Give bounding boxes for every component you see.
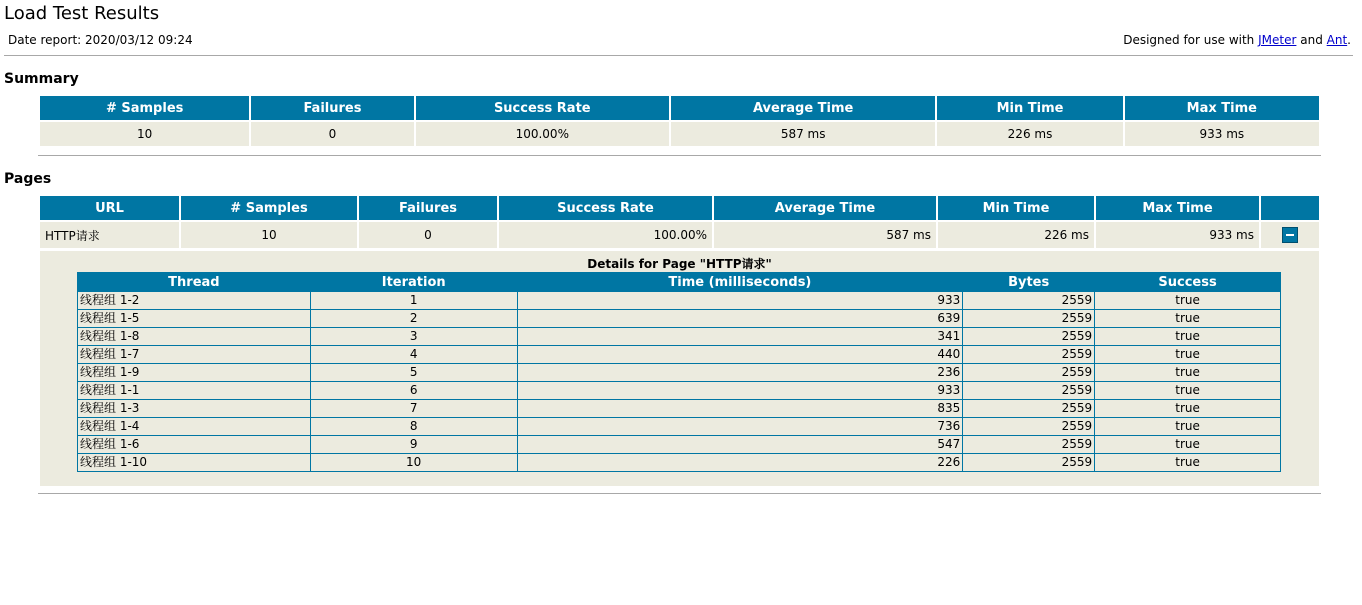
page-failures: 0 <box>359 222 497 248</box>
detail-success: true <box>1095 292 1281 310</box>
details-header-success: Success <box>1095 273 1281 292</box>
date-report-label: Date report: <box>8 33 82 47</box>
jmeter-link[interactable]: JMeter <box>1258 33 1297 47</box>
detail-success: true <box>1095 382 1281 400</box>
summary-table <box>38 94 1321 148</box>
pages-header-average-time: Average Time <box>714 196 936 220</box>
detail-thread: 线程组 1-10 <box>78 454 311 472</box>
detail-success: true <box>1095 400 1281 418</box>
detail-iteration: 9 <box>310 436 517 454</box>
ant-link[interactable]: Ant <box>1326 33 1348 47</box>
pages-header-toggle <box>1261 196 1319 220</box>
table-row <box>78 292 1281 310</box>
table-row <box>78 364 1281 382</box>
table-row <box>78 418 1281 436</box>
detail-time: 639 <box>517 310 963 328</box>
detail-bytes: 2559 <box>963 418 1095 436</box>
header-divider <box>4 55 1353 56</box>
summary-header-failures: Failures <box>251 96 413 120</box>
detail-time: 547 <box>517 436 963 454</box>
details-body <box>78 292 1281 472</box>
page-url: HTTP请求 <box>40 222 179 248</box>
summary-header-success-rate: Success Rate <box>416 96 669 120</box>
details-header-thread: Thread <box>78 273 311 292</box>
designed-prefix: Designed for use with <box>1123 33 1255 47</box>
detail-success: true <box>1095 364 1281 382</box>
detail-iteration: 3 <box>310 328 517 346</box>
detail-iteration: 5 <box>310 364 517 382</box>
detail-thread: 线程组 1-2 <box>78 292 311 310</box>
detail-bytes: 2559 <box>963 454 1095 472</box>
details-header-iteration: Iteration <box>310 273 517 292</box>
page-average-time: 587 ms <box>714 222 936 248</box>
page-samples: 10 <box>181 222 357 248</box>
table-row <box>78 310 1281 328</box>
table-row <box>78 454 1281 472</box>
page-toggle-cell <box>1261 222 1319 248</box>
pages-header-failures: Failures <box>359 196 497 220</box>
detail-thread: 线程组 1-1 <box>78 382 311 400</box>
details-header-bytes: Bytes <box>963 273 1095 292</box>
summary-samples: 10 <box>40 122 249 146</box>
detail-iteration: 1 <box>310 292 517 310</box>
detail-bytes: 2559 <box>963 364 1095 382</box>
summary-header-row <box>40 96 1319 120</box>
detail-iteration: 6 <box>310 382 517 400</box>
detail-thread: 线程组 1-6 <box>78 436 311 454</box>
detail-bytes: 2559 <box>963 310 1095 328</box>
detail-success: true <box>1095 310 1281 328</box>
detail-thread: 线程组 1-7 <box>78 346 311 364</box>
details-table <box>77 272 1281 472</box>
pages-header-samples: # Samples <box>181 196 357 220</box>
detail-thread: 线程组 1-9 <box>78 364 311 382</box>
detail-success: true <box>1095 328 1281 346</box>
detail-time: 440 <box>517 346 963 364</box>
pages-header-url: URL <box>40 196 179 220</box>
details-header-row <box>78 273 1281 292</box>
summary-max-time: 933 ms <box>1125 122 1319 146</box>
summary-divider <box>38 155 1321 156</box>
detail-time: 341 <box>517 328 963 346</box>
detail-bytes: 2559 <box>963 292 1095 310</box>
table-row <box>78 436 1281 454</box>
detail-success: true <box>1095 346 1281 364</box>
detail-success: true <box>1095 454 1281 472</box>
summary-average-time: 587 ms <box>671 122 935 146</box>
page-title: Load Test Results <box>4 3 160 24</box>
summary-header-min-time: Min Time <box>937 96 1122 120</box>
summary-header-samples: # Samples <box>40 96 249 120</box>
detail-thread: 线程组 1-8 <box>78 328 311 346</box>
detail-success: true <box>1095 418 1281 436</box>
pages-heading: Pages <box>4 171 52 187</box>
pages-header-success-rate: Success Rate <box>499 196 712 220</box>
collapse-icon[interactable] <box>1282 227 1298 243</box>
detail-iteration: 10 <box>310 454 517 472</box>
page-success-rate: 100.00% <box>499 222 712 248</box>
detail-bytes: 2559 <box>963 328 1095 346</box>
designed-suffix: . <box>1347 33 1351 47</box>
detail-iteration: 2 <box>310 310 517 328</box>
detail-thread: 线程组 1-3 <box>78 400 311 418</box>
summary-heading: Summary <box>4 71 79 87</box>
details-title: Details for Page "HTTP请求" <box>587 257 772 271</box>
date-report-value: 2020/03/12 09:24 <box>85 33 193 47</box>
details-header-time: Time (milliseconds) <box>517 273 963 292</box>
pages-header-max-time: Max Time <box>1096 196 1259 220</box>
summary-header-max-time: Max Time <box>1125 96 1319 120</box>
summary-min-time: 226 ms <box>937 122 1122 146</box>
detail-time: 933 <box>517 382 963 400</box>
pages-header-min-time: Min Time <box>938 196 1094 220</box>
table-row <box>78 400 1281 418</box>
detail-thread: 线程组 1-4 <box>78 418 311 436</box>
pages-header-row <box>40 196 1319 220</box>
detail-bytes: 2559 <box>963 382 1095 400</box>
detail-time: 933 <box>517 292 963 310</box>
detail-success: true <box>1095 436 1281 454</box>
detail-time: 736 <box>517 418 963 436</box>
table-row <box>78 328 1281 346</box>
pages-data-row <box>40 222 1319 248</box>
table-row <box>78 346 1281 364</box>
pages-divider <box>38 493 1321 494</box>
summary-success-rate: 100.00% <box>416 122 669 146</box>
designed-for-note <box>1123 32 1351 48</box>
page-max-time: 933 ms <box>1096 222 1259 248</box>
summary-failures: 0 <box>251 122 413 146</box>
detail-iteration: 4 <box>310 346 517 364</box>
detail-iteration: 7 <box>310 400 517 418</box>
page-min-time: 226 ms <box>938 222 1094 248</box>
detail-thread: 线程组 1-5 <box>78 310 311 328</box>
detail-iteration: 8 <box>310 418 517 436</box>
pages-table <box>38 194 1321 250</box>
detail-bytes: 2559 <box>963 400 1095 418</box>
detail-bytes: 2559 <box>963 436 1095 454</box>
designed-and: and <box>1300 33 1323 47</box>
summary-data-row <box>40 122 1319 146</box>
date-report <box>8 32 193 48</box>
detail-time: 226 <box>517 454 963 472</box>
detail-time: 236 <box>517 364 963 382</box>
detail-time: 835 <box>517 400 963 418</box>
table-row <box>78 382 1281 400</box>
summary-header-average-time: Average Time <box>671 96 935 120</box>
detail-bytes: 2559 <box>963 346 1095 364</box>
